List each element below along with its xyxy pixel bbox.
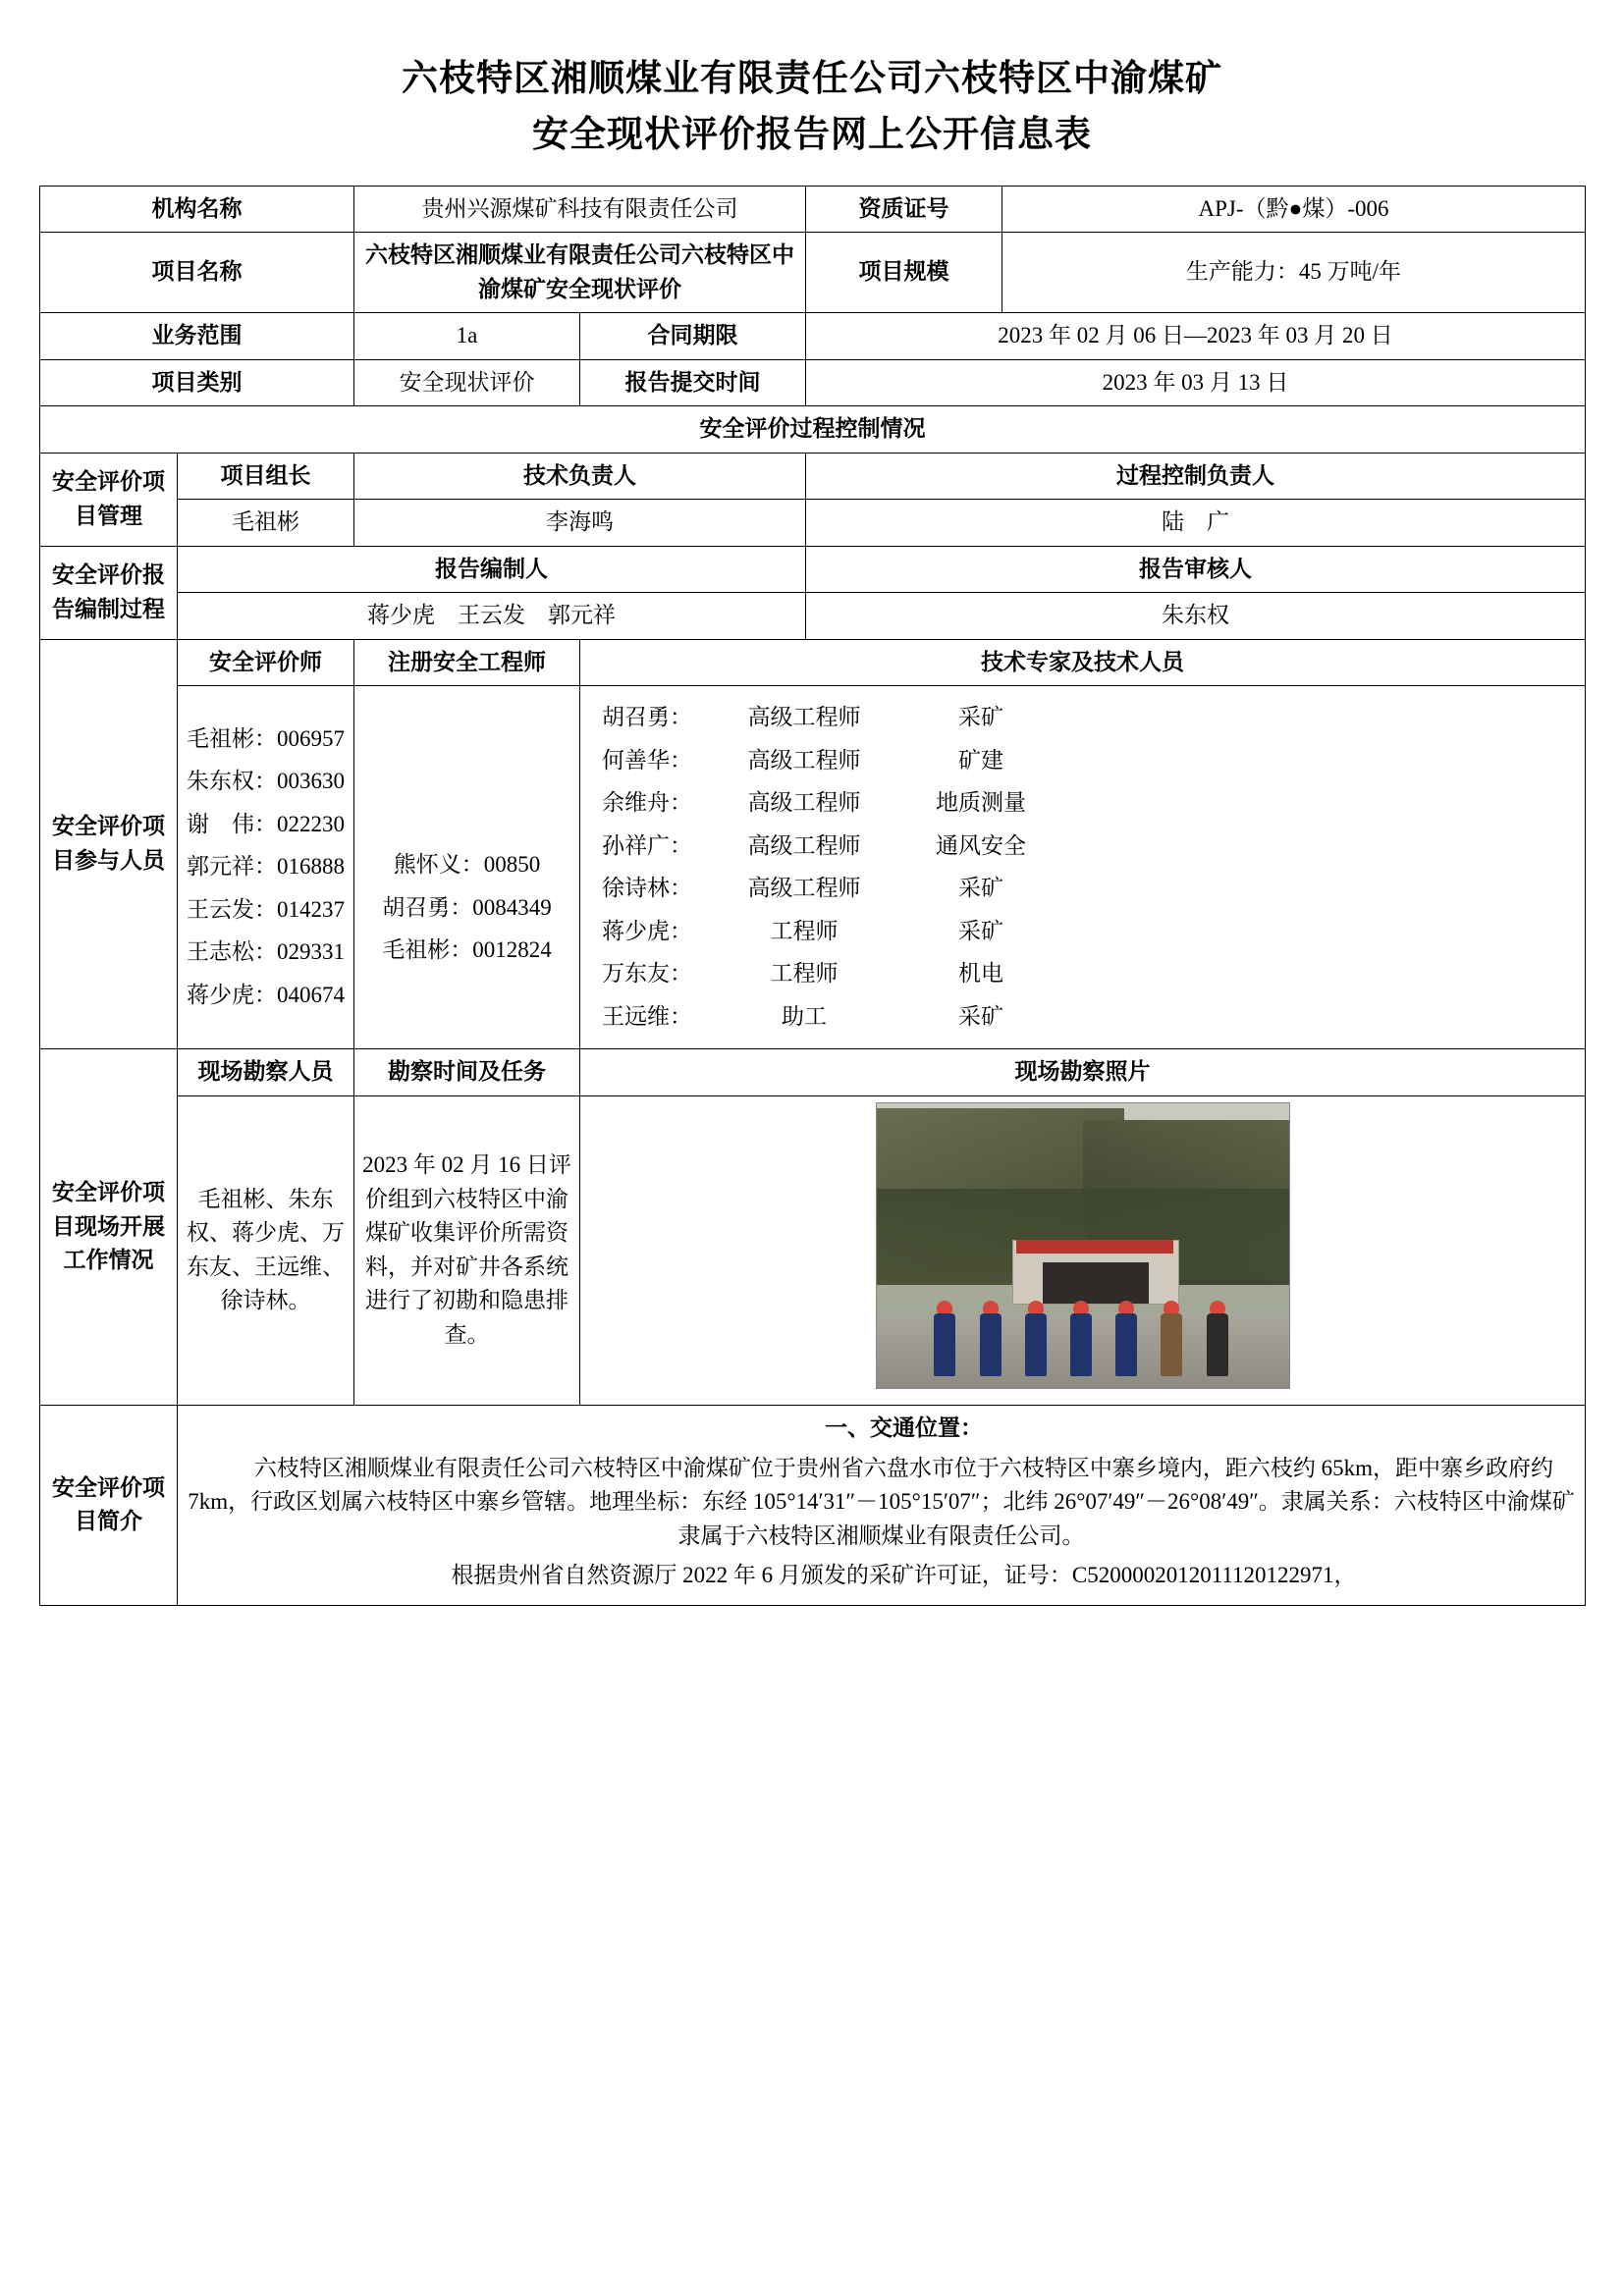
photo-banner bbox=[1016, 1240, 1173, 1255]
list-item bbox=[588, 872, 1577, 906]
expert-title: 高级工程师 bbox=[747, 832, 861, 858]
survey-photo-cell bbox=[580, 1095, 1586, 1406]
process-head-label: 过程控制负责人 bbox=[806, 453, 1586, 500]
project-scale-value: 生产能力：45 万吨/年 bbox=[1002, 233, 1586, 313]
expert-field: 采矿 bbox=[958, 876, 1003, 901]
report-reviewer-label: 报告审核人 bbox=[806, 546, 1586, 593]
list-item: 毛祖彬：006957 bbox=[187, 725, 345, 751]
report-process-label: 安全评价报告编制过程 bbox=[40, 546, 178, 639]
photo-worker bbox=[1115, 1313, 1137, 1376]
list-item bbox=[588, 957, 1577, 991]
table-row bbox=[40, 233, 1586, 313]
table-row bbox=[40, 500, 1586, 547]
table-row bbox=[40, 313, 1586, 360]
table-row bbox=[40, 453, 1586, 500]
list-item bbox=[588, 915, 1577, 949]
table-row bbox=[40, 686, 1586, 1049]
list-item: 谢 伟：022230 bbox=[187, 811, 345, 836]
table-row bbox=[40, 1049, 1586, 1096]
tech-head-label: 技术负责人 bbox=[354, 453, 806, 500]
list-item: 王云发：014237 bbox=[187, 896, 345, 922]
field-work-label: 安全评价项目现场开展工作情况 bbox=[40, 1049, 178, 1406]
project-name-value: 六枝特区湘顺煤业有限责任公司六枝特区中渝煤矿安全现状评价 bbox=[354, 233, 806, 313]
project-type-value: 安全现状评价 bbox=[354, 359, 580, 406]
business-scope-label: 业务范围 bbox=[40, 313, 354, 360]
org-name-label: 机构名称 bbox=[40, 186, 354, 233]
surveyor-value: 毛祖彬、朱东权、蒋少虎、万东友、王远维、徐诗林。 bbox=[178, 1095, 354, 1406]
list-item: 朱东权：003630 bbox=[187, 769, 345, 794]
photo-worker bbox=[934, 1313, 955, 1376]
list-item: 熊怀义：00850 bbox=[393, 852, 541, 878]
leader-label: 项目组长 bbox=[178, 453, 354, 500]
list-item: 胡召勇：0084349 bbox=[382, 894, 552, 920]
assessor-list bbox=[178, 686, 354, 1049]
table-row bbox=[40, 1095, 1586, 1406]
experts-label: 技术专家及技术人员 bbox=[580, 639, 1586, 686]
table-row bbox=[40, 546, 1586, 593]
surveyor-label: 现场勘察人员 bbox=[178, 1049, 354, 1096]
expert-title: 高级工程师 bbox=[747, 790, 861, 816]
list-item: 毛祖彬：0012824 bbox=[382, 937, 552, 963]
registered-engineer-label: 注册安全工程师 bbox=[354, 639, 580, 686]
list-item bbox=[588, 701, 1577, 735]
expert-title: 高级工程师 bbox=[747, 876, 861, 901]
expert-field: 矿建 bbox=[958, 747, 1003, 773]
photo-worker bbox=[1025, 1313, 1047, 1376]
page-title-line2: 安全现状评价报告网上公开信息表 bbox=[532, 115, 1092, 156]
list-item: 王志松：029331 bbox=[187, 939, 345, 965]
intro-paragraph: 六枝特区湘顺煤业有限责任公司六枝特区中渝煤矿位于贵州省六盘水市位于六枝特区中寨乡境内，距六枝约 65km，距中寨乡政府约 7km，行政区划属六枝特区中寨乡管辖。地理坐标：东经 105°14′31″－105°15′07″；北纬 26°07′49″－26°08′49″。隶属关系：六枝特区中渝煤矿隶属于六枝特区湘顺煤业有限责任公司。 bbox=[188, 1455, 1575, 1548]
report-submit-value: 2023 年 03 月 13 日 bbox=[806, 359, 1586, 406]
table-row bbox=[40, 359, 1586, 406]
contract-period-value: 2023 年 02 月 06 日—2023 年 03 月 20 日 bbox=[806, 313, 1586, 360]
intro-label: 安全评价项目简介 bbox=[40, 1406, 178, 1606]
business-scope-value: 1a bbox=[354, 313, 580, 360]
registered-engineer-list bbox=[354, 686, 580, 1049]
expert-title: 高级工程师 bbox=[747, 747, 861, 773]
expert-field: 采矿 bbox=[958, 1003, 1003, 1029]
expert-title: 工程师 bbox=[770, 918, 839, 943]
table-row bbox=[40, 639, 1586, 686]
expert-list bbox=[580, 686, 1586, 1049]
list-item bbox=[588, 1000, 1577, 1035]
process-head-value: 陆 广 bbox=[806, 500, 1586, 547]
expert-field: 机电 bbox=[958, 961, 1003, 987]
intro-heading: 一、交通位置： bbox=[825, 1415, 983, 1441]
expert-title: 高级工程师 bbox=[747, 705, 861, 730]
tech-head-value: 李海鸣 bbox=[354, 500, 806, 547]
public-info-table bbox=[39, 186, 1586, 1606]
photo-worker bbox=[1161, 1313, 1182, 1376]
project-scale-label: 项目规模 bbox=[806, 233, 1002, 313]
list-item: 蒋少虎：040674 bbox=[187, 982, 345, 1007]
cert-label: 资质证号 bbox=[806, 186, 1002, 233]
table-row bbox=[40, 406, 1586, 454]
expert-name: 余维舟： bbox=[602, 790, 692, 816]
expert-name: 胡召勇： bbox=[602, 705, 692, 730]
table-row bbox=[40, 186, 1586, 233]
expert-name: 何善华： bbox=[602, 747, 692, 773]
leader-value: 毛祖彬 bbox=[178, 500, 354, 547]
expert-field: 采矿 bbox=[958, 705, 1003, 730]
page-title-line1: 六枝特区湘顺煤业有限责任公司六枝特区中渝煤矿 bbox=[402, 59, 1222, 99]
org-name-value: 贵州兴源煤矿科技有限责任公司 bbox=[354, 186, 806, 233]
table-row bbox=[40, 1406, 1586, 1606]
photo-worker bbox=[980, 1313, 1001, 1376]
photo-worker bbox=[1207, 1313, 1228, 1376]
contract-period-label: 合同期限 bbox=[580, 313, 806, 360]
project-name-label: 项目名称 bbox=[40, 233, 354, 313]
management-label: 安全评价项目管理 bbox=[40, 453, 178, 546]
expert-name: 徐诗林： bbox=[602, 876, 692, 901]
intro-content bbox=[178, 1406, 1586, 1606]
project-type-label: 项目类别 bbox=[40, 359, 354, 406]
list-item: 郭元祥：016888 bbox=[187, 854, 345, 880]
survey-time-label: 勘察时间及任务 bbox=[354, 1049, 580, 1096]
report-submit-label: 报告提交时间 bbox=[580, 359, 806, 406]
report-reviewer-value: 朱东权 bbox=[806, 593, 1586, 640]
intro-paragraph: 根据贵州省自然资源厅 2022 年 6 月颁发的采矿许可证，证号：C5200002012011120122971， bbox=[451, 1563, 1357, 1588]
expert-name: 孙祥广： bbox=[602, 832, 692, 858]
list-item bbox=[588, 786, 1577, 821]
report-author-value: 蒋少虎 王云发 郭元祥 bbox=[178, 593, 806, 640]
photo-worker bbox=[1070, 1313, 1092, 1376]
report-author-label: 报告编制人 bbox=[178, 546, 806, 593]
site-survey-photo bbox=[876, 1102, 1290, 1389]
list-item bbox=[588, 829, 1577, 864]
assessor-label: 安全评价师 bbox=[178, 639, 354, 686]
list-item bbox=[588, 744, 1577, 778]
table-row bbox=[40, 593, 1586, 640]
cert-value: APJ-（黔●煤）-006 bbox=[1002, 186, 1586, 233]
participants-label: 安全评价项目参与人员 bbox=[40, 639, 178, 1049]
expert-name: 蒋少虎： bbox=[602, 918, 692, 943]
process-control-header: 安全评价过程控制情况 bbox=[40, 406, 1586, 454]
page-title bbox=[39, 51, 1585, 164]
expert-name: 万东友： bbox=[602, 961, 692, 987]
expert-title: 助工 bbox=[782, 1003, 827, 1029]
expert-field: 通风安全 bbox=[936, 832, 1026, 858]
expert-name: 王远维： bbox=[602, 1003, 692, 1029]
expert-title: 工程师 bbox=[770, 961, 839, 987]
expert-field: 地质测量 bbox=[936, 790, 1026, 816]
expert-field: 采矿 bbox=[958, 918, 1003, 943]
survey-time-value: 2023 年 02 月 16 日评价组到六枝特区中渝煤矿收集评价所需资料，并对矿井各系统进行了初勘和隐患排查。 bbox=[354, 1095, 580, 1406]
survey-photo-label: 现场勘察照片 bbox=[580, 1049, 1586, 1096]
